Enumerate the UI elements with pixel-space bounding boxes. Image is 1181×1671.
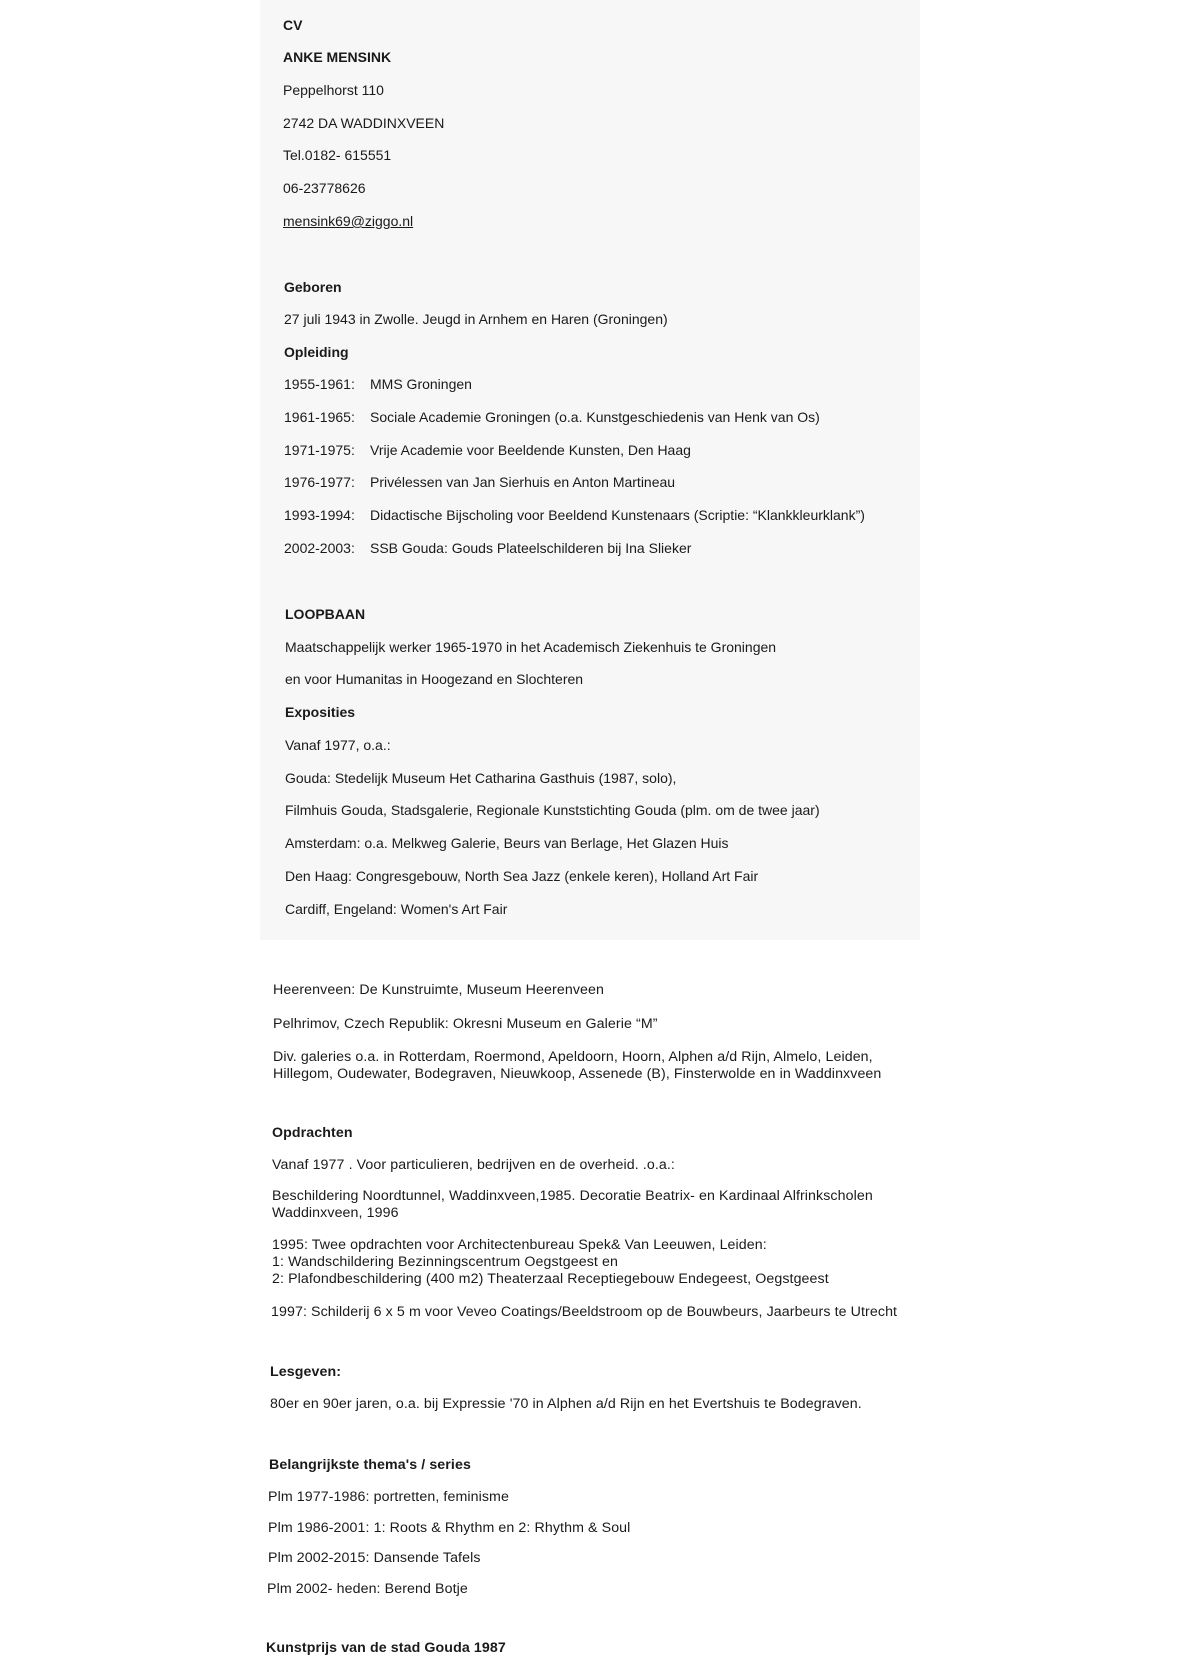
opdrachten-line: 1997: Schilderij 6 x 5 m voor Veveo Coatings/Beeldstroom op de Bouwbeurs, Jaarbeurs te Utrecht	[271, 1304, 898, 1320]
opleiding-dates: 1976-1977:	[284, 474, 355, 490]
themas-line: Plm 1986-2001: 1: Roots & Rhythm en 2: Rhythm & Soul	[268, 1520, 631, 1536]
exposities-line: Pelhrimov, Czech Republik: Okresni Museum en Galerie “M”	[273, 1016, 658, 1032]
opleiding-text: Privélessen van Jan Sierhuis en Anton Martineau	[370, 474, 676, 490]
exposities-line: Cardiff, Engeland: Women's Art Fair	[285, 901, 508, 917]
address-city: 2742 DA WADDINXVEEN	[283, 115, 445, 131]
loopbaan-line: en voor Humanitas in Hoogezand en Slochteren	[285, 671, 584, 687]
themas-line: Plm 2002- heden: Berend Botje	[267, 1581, 468, 1597]
opdrachten-line: 1: Wandschildering Bezinningscentrum Oegstgeest en	[272, 1254, 618, 1270]
themas-line: Plm 2002-2015: Dansende Tafels	[268, 1550, 481, 1566]
opdrachten-line: Vanaf 1977 . Voor particulieren, bedrijven en de overheid. .o.a.:	[272, 1157, 675, 1173]
exposities-line: Div. galeries o.a. in Rotterdam, Roermond, Apeldoorn, Hoorn, Alphen a/d Rijn, Almelo, Leiden,	[273, 1049, 873, 1065]
opleiding-item	[284, 409, 820, 425]
lesgeven-text: 80er en 90er jaren, o.a. bij Expressie '70 in Alphen a/d Rijn en het Evertshuis te Bodegraven.	[270, 1396, 862, 1412]
loopbaan-line: Maatschappelijk werker 1965-1970 in het Academisch Ziekenhuis te Groningen	[285, 639, 777, 655]
exposities-line: Filmhuis Gouda, Stadsgalerie, Regionale Kunststichting Gouda (plm. om de twee jaar)	[285, 802, 820, 818]
exposities-line: Amsterdam: o.a. Melkweg Galerie, Beurs van Berlage, Het Glazen Huis	[285, 835, 729, 851]
scanned-page-upper	[260, 0, 920, 940]
opleiding-dates: 1971-1975:	[284, 442, 355, 458]
opleiding-text: MMS Groningen	[370, 376, 472, 392]
opleiding-dates: 1961-1965:	[284, 409, 355, 425]
address-street: Peppelhorst 110	[283, 82, 384, 98]
section-heading-themas: Belangrijkste thema's / series	[269, 1457, 471, 1473]
exposities-line: Gouda: Stedelijk Museum Het Catharina Gasthuis (1987, solo),	[285, 770, 677, 786]
exposities-line: Vanaf 1977, o.a.:	[285, 737, 391, 753]
opleiding-dates: 1993-1994:	[284, 507, 355, 523]
opleiding-text: Vrije Academie voor Beeldende Kunsten, Den Haag	[370, 442, 691, 458]
award-line: Kunstprijs van de stad Gouda 1987	[266, 1640, 506, 1656]
person-name: ANKE MENSINK	[283, 49, 392, 65]
opleiding-text: SSB Gouda: Gouds Plateelschilderen bij Ina Slieker	[370, 540, 692, 556]
mobile: 06-23778626	[283, 180, 366, 196]
opleiding-item	[284, 507, 865, 523]
exposities-line: Den Haag: Congresgebouw, North Sea Jazz (enkele keren), Holland Art Fair	[285, 868, 759, 884]
opleiding-item	[284, 376, 472, 392]
exposities-line: Hillegom, Oudewater, Bodegraven, Nieuwkoop, Assenede (B), Finsterwolde en in Waddinxveen	[273, 1066, 882, 1082]
opleiding-item	[284, 442, 691, 458]
opdrachten-line: Waddinxveen, 1996	[272, 1205, 399, 1221]
opdrachten-line: 2: Plafondbeschildering (400 m2) Theaterzaal Receptiegebouw Endegeest, Oegstgeest	[272, 1271, 829, 1287]
opleiding-dates: 2002-2003:	[284, 540, 355, 556]
phone: Tel.0182- 615551	[283, 147, 392, 163]
exposities-line: Heerenveen: De Kunstruimte, Museum Heerenveen	[273, 982, 604, 998]
email-link[interactable]: mensink69@ziggo.nl	[283, 213, 414, 229]
opdrachten-line: Beschildering Noordtunnel, Waddinxveen,1985. Decoratie Beatrix- en Kardinaal Alfrinkscholen	[272, 1188, 873, 1204]
section-heading-lesgeven: Lesgeven:	[270, 1364, 342, 1380]
section-heading-geboren: Geboren	[284, 279, 342, 295]
section-heading-loopbaan: LOOPBAAN	[285, 606, 366, 622]
opleiding-item	[284, 540, 691, 556]
opleiding-text: Didactische Bijscholing voor Beeldend Kunstenaars (Scriptie: “Klankkleurklank”)	[370, 507, 865, 523]
geboren-text: 27 juli 1943 in Zwolle. Jeugd in Arnhem en Haren (Groningen)	[284, 311, 668, 327]
opleiding-text: Sociale Academie Groningen (o.a. Kunstgeschiedenis van Henk van Os)	[370, 409, 820, 425]
opleiding-dates: 1955-1961:	[284, 376, 355, 392]
opdrachten-line: 1995: Twee opdrachten voor Architectenbureau Spek& Van Leeuwen, Leiden:	[272, 1237, 767, 1253]
opleiding-item	[284, 474, 675, 490]
themas-line: Plm 1977-1986: portretten, feminisme	[268, 1489, 509, 1505]
section-heading-exposities: Exposities	[285, 704, 356, 720]
section-heading-opleiding: Opleiding	[284, 344, 349, 360]
cv-label: CV	[283, 17, 303, 33]
section-heading-opdrachten: Opdrachten	[272, 1125, 353, 1141]
